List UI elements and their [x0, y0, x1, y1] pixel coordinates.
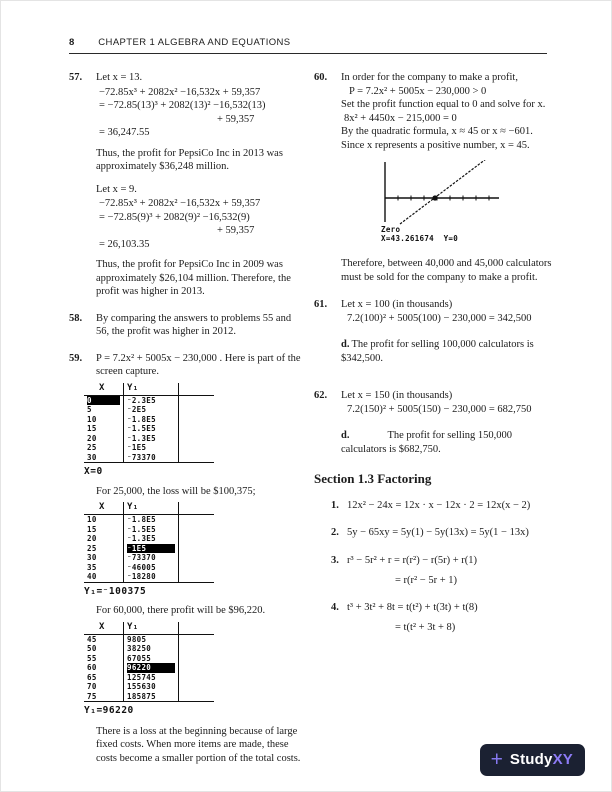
brand-name	[510, 751, 573, 769]
math-line: = 36,247.55	[99, 127, 150, 138]
col-header-x: X	[84, 622, 124, 634]
table-row	[84, 663, 214, 673]
cell: 10	[84, 515, 124, 525]
col-header-x: X	[84, 383, 124, 395]
brand-xy: XY	[552, 751, 573, 768]
paragraph: There is a loss at the beginning because of large fixed costs. When more items are made, these costs become a smaller portion of the total costs.	[96, 725, 301, 764]
problem-58	[69, 312, 305, 339]
calculator-table-screen	[84, 622, 214, 718]
factoring-problem-3	[331, 554, 554, 588]
col-header-y1: Y₁	[124, 622, 179, 634]
intro-line: Let x = 100 (in thousands)	[341, 299, 453, 310]
answer-text: The profit for selling 150,000 calculators is $682,750.	[341, 430, 512, 455]
cell: 155630	[124, 682, 179, 692]
math-line: = −72.85(13)³ + 2082(13)² −16,532(13)	[99, 100, 266, 111]
caption: For 25,000, the loss will be $100,375;	[96, 485, 256, 497]
col-header-y1: Y₁	[124, 383, 179, 395]
highlighted-cell: 0	[87, 396, 120, 406]
cell: 38250	[124, 644, 179, 654]
answer-label: d.	[341, 339, 350, 350]
cell: 15	[84, 424, 124, 434]
cell: 25	[84, 443, 124, 453]
paragraph: Therefore, between 40,000 and 45,000 calculators must be sold for the company to make a profit.	[341, 258, 552, 283]
math-line: P = 7.2x² + 5005x − 230,000 > 0	[349, 85, 487, 97]
paragraph: By comparing the answers to problems 55 and 56, the profit was higher in 2012.	[96, 312, 292, 337]
answer-paragraph	[341, 338, 554, 365]
highlighted-cell: 96220	[127, 663, 175, 673]
table-row	[84, 443, 214, 453]
cell: 20	[84, 534, 124, 544]
problem-number: 58.	[69, 312, 83, 324]
table-header-row	[84, 383, 214, 396]
math-line: 8x² + 4450x − 215,000 = 0	[344, 112, 457, 124]
table-row	[84, 453, 214, 463]
cell: 50	[84, 644, 124, 654]
math-line: 12x² − 24x = 12x · x − 12x · 2 = 12x(x − 2)	[347, 499, 531, 511]
answer-paragraph	[341, 429, 554, 456]
table-row	[84, 673, 214, 683]
problem-number: 57.	[69, 72, 83, 83]
problem-body	[96, 71, 305, 299]
factoring-problem-1	[331, 499, 554, 513]
math-line: = t(t² + 3t + 8)	[395, 622, 456, 633]
table-row	[84, 544, 214, 554]
table-row	[84, 654, 214, 664]
problem-61	[314, 298, 554, 365]
problem-59	[69, 352, 305, 766]
cell: ⁻1.8E5	[124, 515, 179, 525]
cell: 5	[84, 405, 124, 415]
problem-62	[314, 389, 554, 456]
problem-60	[314, 71, 554, 284]
col-header-x: X	[84, 502, 124, 514]
cell: 40	[84, 572, 124, 582]
cell: 185875	[124, 692, 179, 702]
left-column	[69, 71, 305, 778]
caption: For 60,000, there profit will be $96,220.	[96, 605, 266, 616]
math-line: + 59,357	[217, 225, 255, 236]
intro-line: Let x = 150 (in thousands)	[341, 390, 453, 401]
graph-zero-label: Zero	[381, 225, 401, 234]
calculator-table-screen	[84, 502, 214, 598]
math-line: −72.85x³ + 2082x² −16,532x + 59,357	[99, 86, 261, 98]
math-line: r³ − 5r² + r = r(r²) − r(5r) + r(1)	[347, 554, 478, 566]
brand-study: Study	[509, 751, 553, 768]
math-line: = 26,103.35	[99, 238, 150, 250]
math-line: = r(r² − 5r + 1)	[395, 574, 458, 586]
col-header-y1: Y₁	[124, 502, 179, 514]
chapter-title: CHAPTER 1 ALGEBRA AND EQUATIONS	[98, 37, 291, 48]
table-row	[84, 515, 214, 525]
math-line: 7.2(150)² + 5005(150) − 230,000 = 682,750	[347, 403, 532, 415]
page-number: 8	[69, 37, 75, 48]
table-row	[84, 572, 214, 582]
cursor-readout: Y₁=⁻100375	[84, 585, 147, 597]
problem-number: 60.	[314, 72, 328, 83]
cell: 20	[84, 434, 124, 444]
calculator-graph	[381, 160, 554, 243]
cell: ⁻1.5E5	[124, 525, 179, 535]
cell: 125745	[124, 673, 179, 683]
calculator-table	[84, 502, 214, 583]
cell: ⁻2E5	[124, 405, 179, 415]
answer-text: The profit for selling 100,000 calculators is $342,500.	[341, 339, 534, 364]
intro-line: Let x = 9.	[96, 183, 137, 195]
factoring-problem-4	[331, 601, 554, 635]
cell: ⁻73370	[124, 553, 179, 563]
cell: 67055	[124, 654, 179, 664]
cell: 60	[84, 663, 124, 673]
cell: 30	[84, 553, 124, 563]
graph-plot-area	[381, 160, 505, 226]
problem-text: Set the profit function equal to 0 and solve for x.	[341, 99, 546, 110]
cell: ⁻1.3E5	[124, 434, 179, 444]
table-row	[84, 644, 214, 654]
problem-number: 59.	[69, 352, 83, 364]
table-row	[84, 553, 214, 563]
math-line: + 59,357	[217, 113, 255, 125]
cell: ⁻1.5E5	[124, 424, 179, 434]
paragraph: Thus, the profit for PepsiCo Inc in 2013 was approximately $36,248 million.	[96, 147, 283, 172]
calculator-table	[84, 622, 214, 703]
table-row	[84, 525, 214, 535]
cell: 15	[84, 525, 124, 535]
table-header-row	[84, 502, 214, 515]
cell: 35	[84, 563, 124, 573]
table-header-row	[84, 622, 214, 635]
calculator-table	[84, 383, 214, 464]
intro-line: Let x = 13.	[96, 72, 143, 83]
cursor-readout: X=0	[84, 466, 103, 477]
problem-number: 3.	[331, 554, 339, 566]
studyxy-logo	[480, 744, 585, 776]
cell: 70	[84, 682, 124, 692]
paragraph: Thus, the profit for PepsiCo Inc in 2009 was approximately $26,104 million. Therefore, the profit was higher in 2013.	[96, 259, 291, 297]
cell: ⁻18280	[124, 572, 179, 582]
cell: ⁻1.8E5	[124, 415, 179, 425]
table-row	[84, 405, 214, 415]
cell: 75	[84, 692, 124, 702]
paragraph: P = 7.2x² + 5005x − 230,000 . Here is part of the screen capture.	[96, 352, 301, 377]
math-line: t³ + 3t² + 8t = t(t²) + t(3t) + t(8)	[347, 602, 478, 613]
math-line: = −72.85(9)³ + 2082(9)² −16,532(9)	[99, 211, 250, 223]
problem-number: 2.	[331, 527, 339, 538]
problem-number: 61.	[314, 299, 328, 310]
factoring-problem-2	[331, 526, 554, 540]
cell: ⁻1.3E5	[124, 534, 179, 544]
problem-57	[69, 71, 305, 299]
table-row	[84, 396, 214, 406]
math-line: 5y − 65xy = 5y(1) − 5y(13x) = 5y(1 − 13x)	[347, 527, 529, 538]
problem-text: In order for the company to make a profit,	[341, 72, 518, 83]
cell: 65	[84, 673, 124, 683]
section-title: Section 1.3 Factoring	[314, 471, 432, 486]
problem-number: 4.	[331, 602, 339, 613]
table-row	[84, 563, 214, 573]
highlighted-cell: ⁻1E5	[127, 544, 175, 554]
cell: ⁻46005	[124, 563, 179, 573]
table-row	[84, 415, 214, 425]
math-line: −72.85x³ + 2082x² −16,532x + 59,357	[99, 198, 261, 209]
cell: 55	[84, 654, 124, 664]
math-block	[99, 197, 305, 251]
table-row	[84, 692, 214, 702]
page-header	[69, 37, 547, 54]
cursor-readout: Y₁=96220	[84, 705, 134, 716]
table-row	[84, 424, 214, 434]
table-row	[84, 682, 214, 692]
problem-number: 1.	[331, 499, 339, 511]
math-line: 7.2(100)² + 5005(100) − 230,000 = 342,500	[347, 312, 532, 324]
cell: 25	[84, 544, 124, 554]
problem-number: 62.	[314, 390, 328, 401]
problem-text: Since x represents a positive number, x = 45.	[341, 139, 530, 151]
cell: 30	[84, 453, 124, 463]
cell: 10	[84, 415, 124, 425]
table-row	[84, 434, 214, 444]
math-block	[99, 86, 305, 140]
calculator-table-screen	[84, 383, 214, 479]
graph-coordinates-readout: X=43.261674 Y=0	[381, 233, 459, 243]
cell: 45	[84, 635, 124, 645]
right-column	[314, 71, 554, 649]
cell: ⁻73370	[124, 453, 179, 463]
answer-label: d.	[341, 430, 350, 441]
problem-text: By the quadratic formula, x ≈ 45 or x ≈ −601.	[341, 126, 533, 137]
cell: 9805	[124, 635, 179, 645]
table-row	[84, 534, 214, 544]
cell: ⁻2.3E5	[127, 395, 156, 405]
table-row	[84, 635, 214, 645]
plus-icon: +	[490, 748, 503, 771]
cell: ⁻1E5	[124, 443, 179, 453]
